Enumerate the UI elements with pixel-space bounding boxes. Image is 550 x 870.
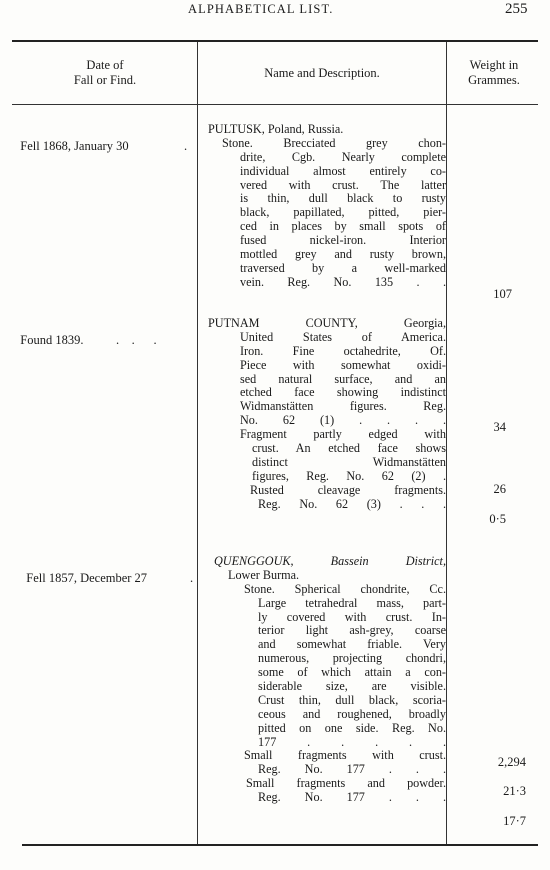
description-line: distinct Widmanstätten bbox=[252, 454, 446, 469]
column-divider-right bbox=[446, 42, 447, 844]
entry-description bbox=[208, 123, 446, 290]
name-column-header: Name and Description. bbox=[264, 66, 380, 80]
entry-description bbox=[208, 317, 446, 511]
leader-dots: . . . bbox=[116, 333, 157, 347]
description-line: ced in places by small spots of bbox=[240, 219, 446, 234]
description-line: drite, Cgb. Nearly complete bbox=[240, 149, 446, 164]
page-number: 255 bbox=[505, 1, 528, 17]
description-line: black, papillated, pitted, pier- bbox=[240, 205, 446, 220]
description-line: No. 62 (1) . . . . bbox=[240, 413, 446, 428]
date-column-header bbox=[20, 58, 190, 88]
top-rule bbox=[12, 40, 538, 42]
description-line: Rusted cleavage fragments. bbox=[250, 482, 446, 497]
column-divider-left bbox=[197, 42, 198, 844]
description-line: Iron. Fine octahedrite, Of. bbox=[240, 343, 446, 358]
date-header-line-2: Fall or Find. bbox=[73, 73, 137, 87]
running-head: ALPHABETICAL LIST. bbox=[188, 2, 334, 16]
description-line: Crust thin, dull black, scoria- bbox=[258, 692, 446, 707]
description-line: Piece with somewhat oxidi- bbox=[240, 357, 446, 372]
weight-header-line-2: Grammes. bbox=[468, 73, 520, 87]
date-text: Found 1839. bbox=[20, 333, 84, 347]
weight-value: 26 bbox=[493, 482, 506, 496]
description-line: terior light ash-grey, coarse bbox=[258, 623, 446, 638]
bottom-rule bbox=[22, 844, 538, 846]
weight-header-line-1: Weight in bbox=[469, 58, 519, 72]
description-line: figures, Reg. No. 62 (2) . bbox=[252, 468, 446, 483]
weight-value: 0·5 bbox=[489, 512, 506, 526]
leader-dots: . bbox=[190, 571, 194, 585]
description-line: Small fragments with crust. bbox=[244, 748, 446, 763]
weight-value: 34 bbox=[493, 420, 506, 434]
description-line: Widmanstätten figures. Reg. bbox=[240, 399, 446, 414]
description-line: vein. Reg. No. 135 . . bbox=[240, 274, 446, 289]
description-line: sed natural surface, and an bbox=[240, 371, 446, 386]
description-line: Fragment partly edged with bbox=[240, 427, 446, 442]
header-rule bbox=[12, 104, 538, 105]
weight-value: 107 bbox=[493, 287, 512, 301]
description-line: individual almost entirely co- bbox=[240, 163, 446, 178]
description-line: pitted on one side. Reg. No. bbox=[258, 720, 446, 735]
entry-date bbox=[14, 318, 157, 348]
leader-dots: . bbox=[184, 139, 188, 153]
description-line: is thin, dull black to rusty bbox=[240, 191, 446, 206]
description-line: Stone. Spherical chondrite, Cc. bbox=[244, 581, 446, 596]
description-line: PUTNAM COUNTY, Georgia, bbox=[208, 316, 446, 330]
description-line: numerous, projecting chondri, bbox=[258, 651, 446, 666]
description-line: Large tetrahedral mass, part- bbox=[258, 595, 446, 610]
description-line: etched face showing indistinct bbox=[240, 385, 446, 400]
description-line: crust. An etched face shows bbox=[252, 441, 446, 456]
description-line: Small fragments and powder. bbox=[246, 776, 446, 791]
description-line: fused nickel-iron. Interior bbox=[240, 233, 446, 248]
entry-date bbox=[20, 556, 194, 586]
description-line: Reg. No. 177 . . . bbox=[258, 762, 446, 777]
description-line: Reg. No. 177 . . . bbox=[258, 790, 446, 805]
description-line: Reg. No. 62 (3) . . . bbox=[258, 496, 446, 511]
entry-description bbox=[208, 555, 446, 805]
weight-value: 21·3 bbox=[503, 784, 526, 798]
description-line: mottled grey and rusty brown, bbox=[240, 247, 446, 262]
description-line: Stone. Brecciated grey chon- bbox=[222, 135, 446, 150]
description-line: some of which attain a con- bbox=[258, 665, 446, 680]
description-line: vered with crust. The latter bbox=[240, 177, 446, 192]
description-line: traversed by a well-marked bbox=[240, 260, 446, 275]
date-text: Fell 1868, January 30 bbox=[20, 139, 129, 153]
weight-value: 17·7 bbox=[503, 814, 526, 828]
description-line: siderable size, are visible. bbox=[258, 679, 446, 694]
date-header-line-1: Date of bbox=[86, 58, 124, 72]
description-line: 177 . . . . . bbox=[258, 734, 446, 749]
weight-value: 2,294 bbox=[497, 755, 526, 769]
description-line: PULTUSK, Poland, Russia. bbox=[208, 122, 344, 136]
description-line: Lower Burma. bbox=[228, 567, 300, 582]
description-line: United States of America. bbox=[240, 329, 446, 344]
description-line: QUENGGOUK, Bassein District, bbox=[214, 554, 446, 568]
description-line: ceous and roughened, broadly bbox=[258, 706, 446, 721]
entry-date bbox=[14, 124, 188, 154]
date-text: Fell 1857, December 27 bbox=[26, 571, 148, 585]
description-line: and somewhat friable. Very bbox=[258, 637, 446, 652]
description-line: ly covered with crust. In- bbox=[258, 609, 446, 624]
weight-column-header bbox=[448, 58, 540, 88]
